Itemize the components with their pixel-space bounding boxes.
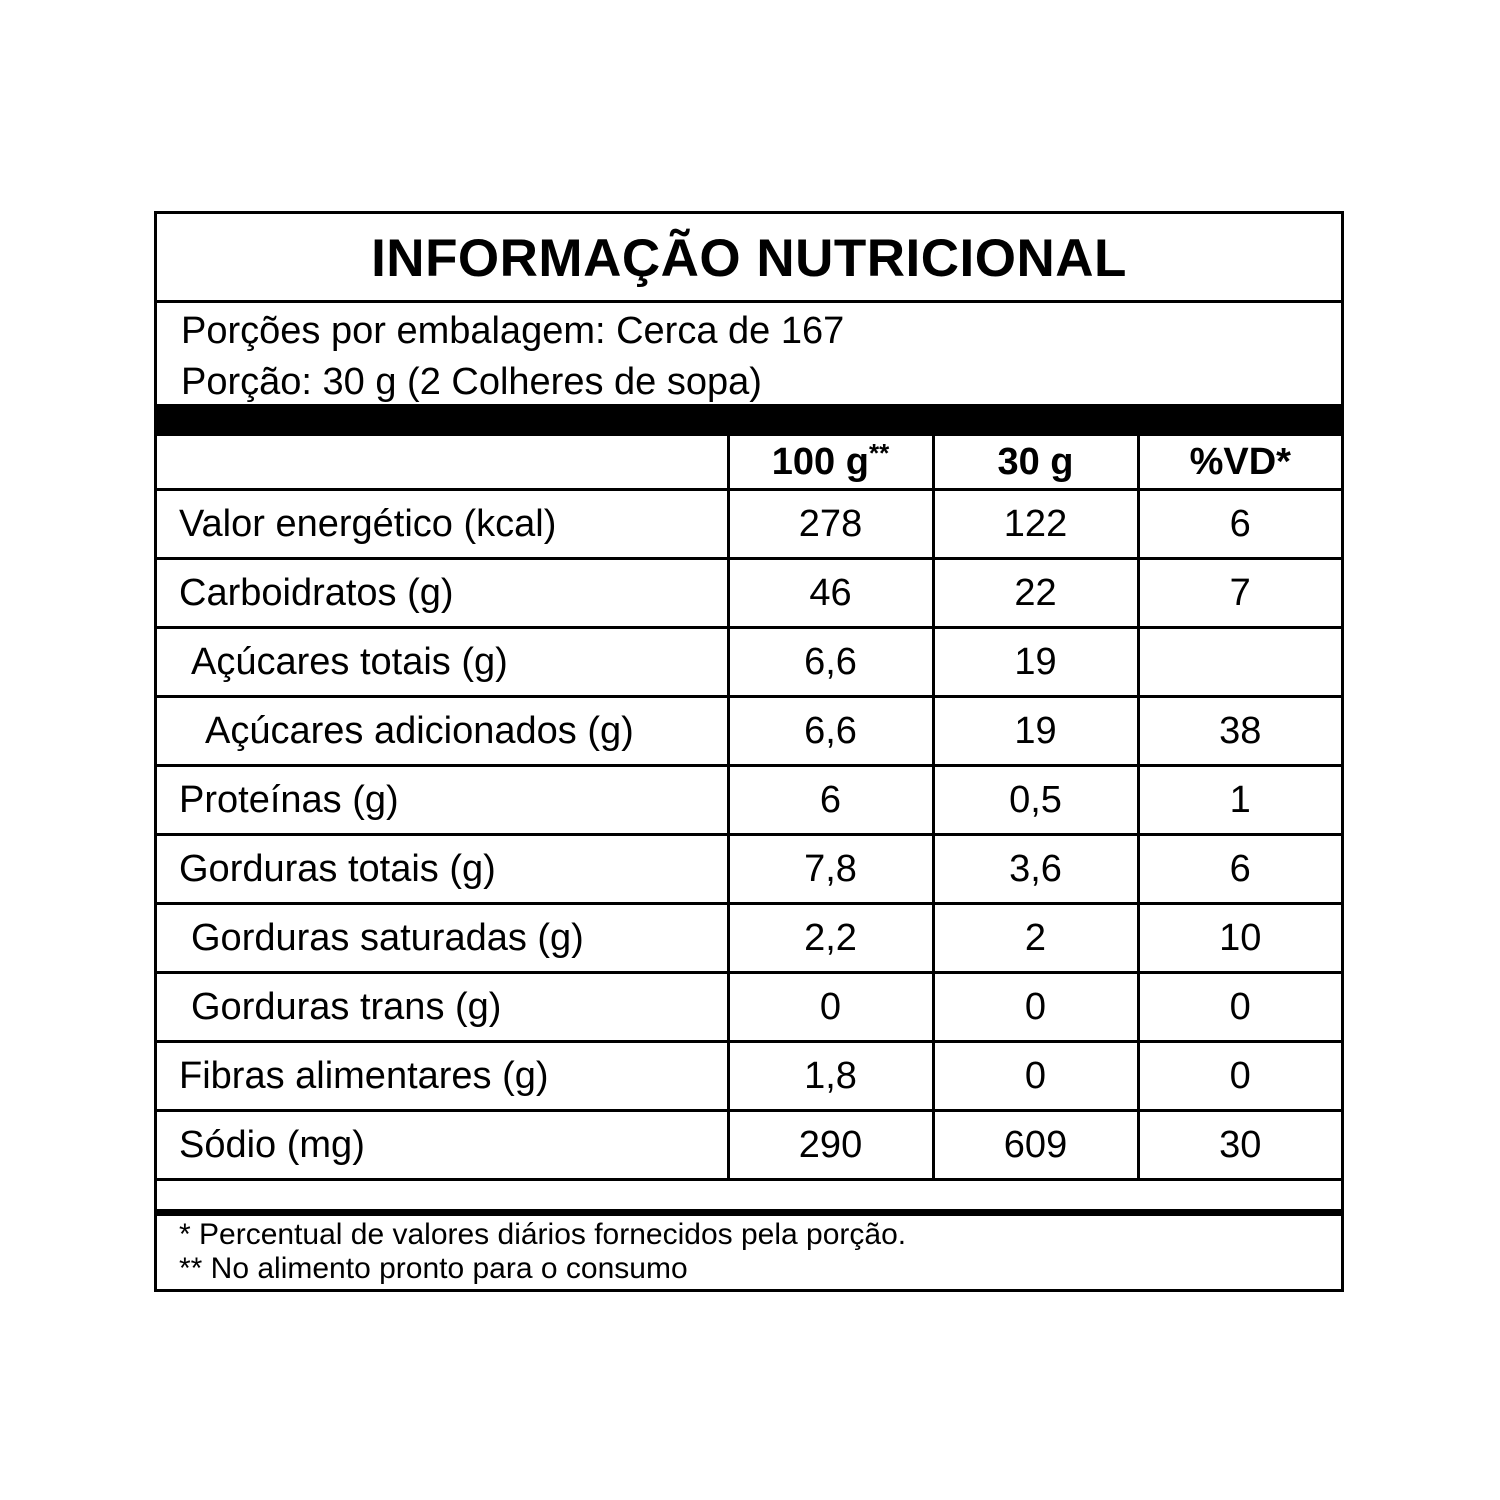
value-per-100g: 6,6 [728, 628, 933, 697]
table-row [157, 1042, 1341, 1111]
nutrient-name: Fibras alimentares (g) [157, 1042, 728, 1111]
nutrient-name: Gorduras trans (g) [157, 973, 728, 1042]
serving-info [181, 306, 844, 408]
value-per-100g: 0 [728, 973, 933, 1042]
value-daily-value: 30 [1138, 1111, 1341, 1180]
table-row [157, 628, 1341, 697]
value-per-100g: 278 [728, 490, 933, 559]
thick-divider [157, 404, 1341, 436]
nutrition-facts-label [154, 211, 1344, 1292]
value-daily-value: 6 [1138, 835, 1341, 904]
header-per-100g [728, 436, 933, 490]
table-row [157, 766, 1341, 835]
value-per-100g: 46 [728, 559, 933, 628]
bottom-divider [157, 1209, 1341, 1216]
value-daily-value: 0 [1138, 973, 1341, 1042]
value-per-portion: 122 [933, 490, 1138, 559]
header-nutrient [157, 436, 728, 490]
value-daily-value: 38 [1138, 697, 1341, 766]
header-per-100g-label: 100 g [771, 440, 869, 483]
value-per-portion: 609 [933, 1111, 1138, 1180]
table-row [157, 1111, 1341, 1180]
value-per-portion: 3,6 [933, 835, 1138, 904]
table-header-row [157, 436, 1341, 490]
value-per-portion: 19 [933, 697, 1138, 766]
nutrient-name: Sódio (mg) [157, 1111, 728, 1180]
value-daily-value: 7 [1138, 559, 1341, 628]
header-per-100g-mark: ** [868, 437, 890, 468]
value-per-portion: 22 [933, 559, 1138, 628]
value-per-100g: 7,8 [728, 835, 933, 904]
portions-per-package: Porções por embalagem: Cerca de 167 [181, 310, 845, 352]
value-per-portion: 2 [933, 904, 1138, 973]
table-row [157, 559, 1341, 628]
table-row [157, 490, 1341, 559]
nutrient-name: Proteínas (g) [157, 766, 728, 835]
value-daily-value: 6 [1138, 490, 1341, 559]
table-row [157, 904, 1341, 973]
footnote-ready-to-eat: ** No alimento pronto para o consumo [179, 1252, 688, 1285]
nutrient-name: Açúcares totais (g) [157, 628, 728, 697]
value-per-portion: 0 [933, 1042, 1138, 1111]
portion-size: Porção: 30 g (2 Colheres de sopa) [181, 361, 762, 403]
table-row [157, 973, 1341, 1042]
nutrient-name: Valor energético (kcal) [157, 490, 728, 559]
table-row [157, 835, 1341, 904]
value-daily-value: 10 [1138, 904, 1341, 973]
nutrient-name: Carboidratos (g) [157, 559, 728, 628]
nutrition-table [157, 436, 1341, 1181]
value-per-100g: 1,8 [728, 1042, 933, 1111]
table-body [157, 490, 1341, 1180]
value-per-100g: 2,2 [728, 904, 933, 973]
value-per-100g: 290 [728, 1111, 933, 1180]
value-per-portion: 0 [933, 973, 1138, 1042]
footnote-daily-value: * Percentual de valores diários fornecidos pela porção. [179, 1218, 907, 1251]
value-daily-value: 0 [1138, 1042, 1341, 1111]
value-per-portion: 0,5 [933, 766, 1138, 835]
header-per-portion: 30 g [933, 436, 1138, 490]
value-per-100g: 6 [728, 766, 933, 835]
value-per-portion: 19 [933, 628, 1138, 697]
label-title: INFORMAÇÃO NUTRICIONAL [157, 214, 1341, 303]
footnotes [179, 1218, 906, 1286]
table-row [157, 697, 1341, 766]
value-daily-value [1138, 628, 1341, 697]
nutrient-name: Açúcares adicionados (g) [157, 697, 728, 766]
nutrient-name: Gorduras saturadas (g) [157, 904, 728, 973]
value-per-100g: 6,6 [728, 697, 933, 766]
value-daily-value: 1 [1138, 766, 1341, 835]
header-daily-value: %VD* [1138, 436, 1341, 490]
nutrient-name: Gorduras totais (g) [157, 835, 728, 904]
